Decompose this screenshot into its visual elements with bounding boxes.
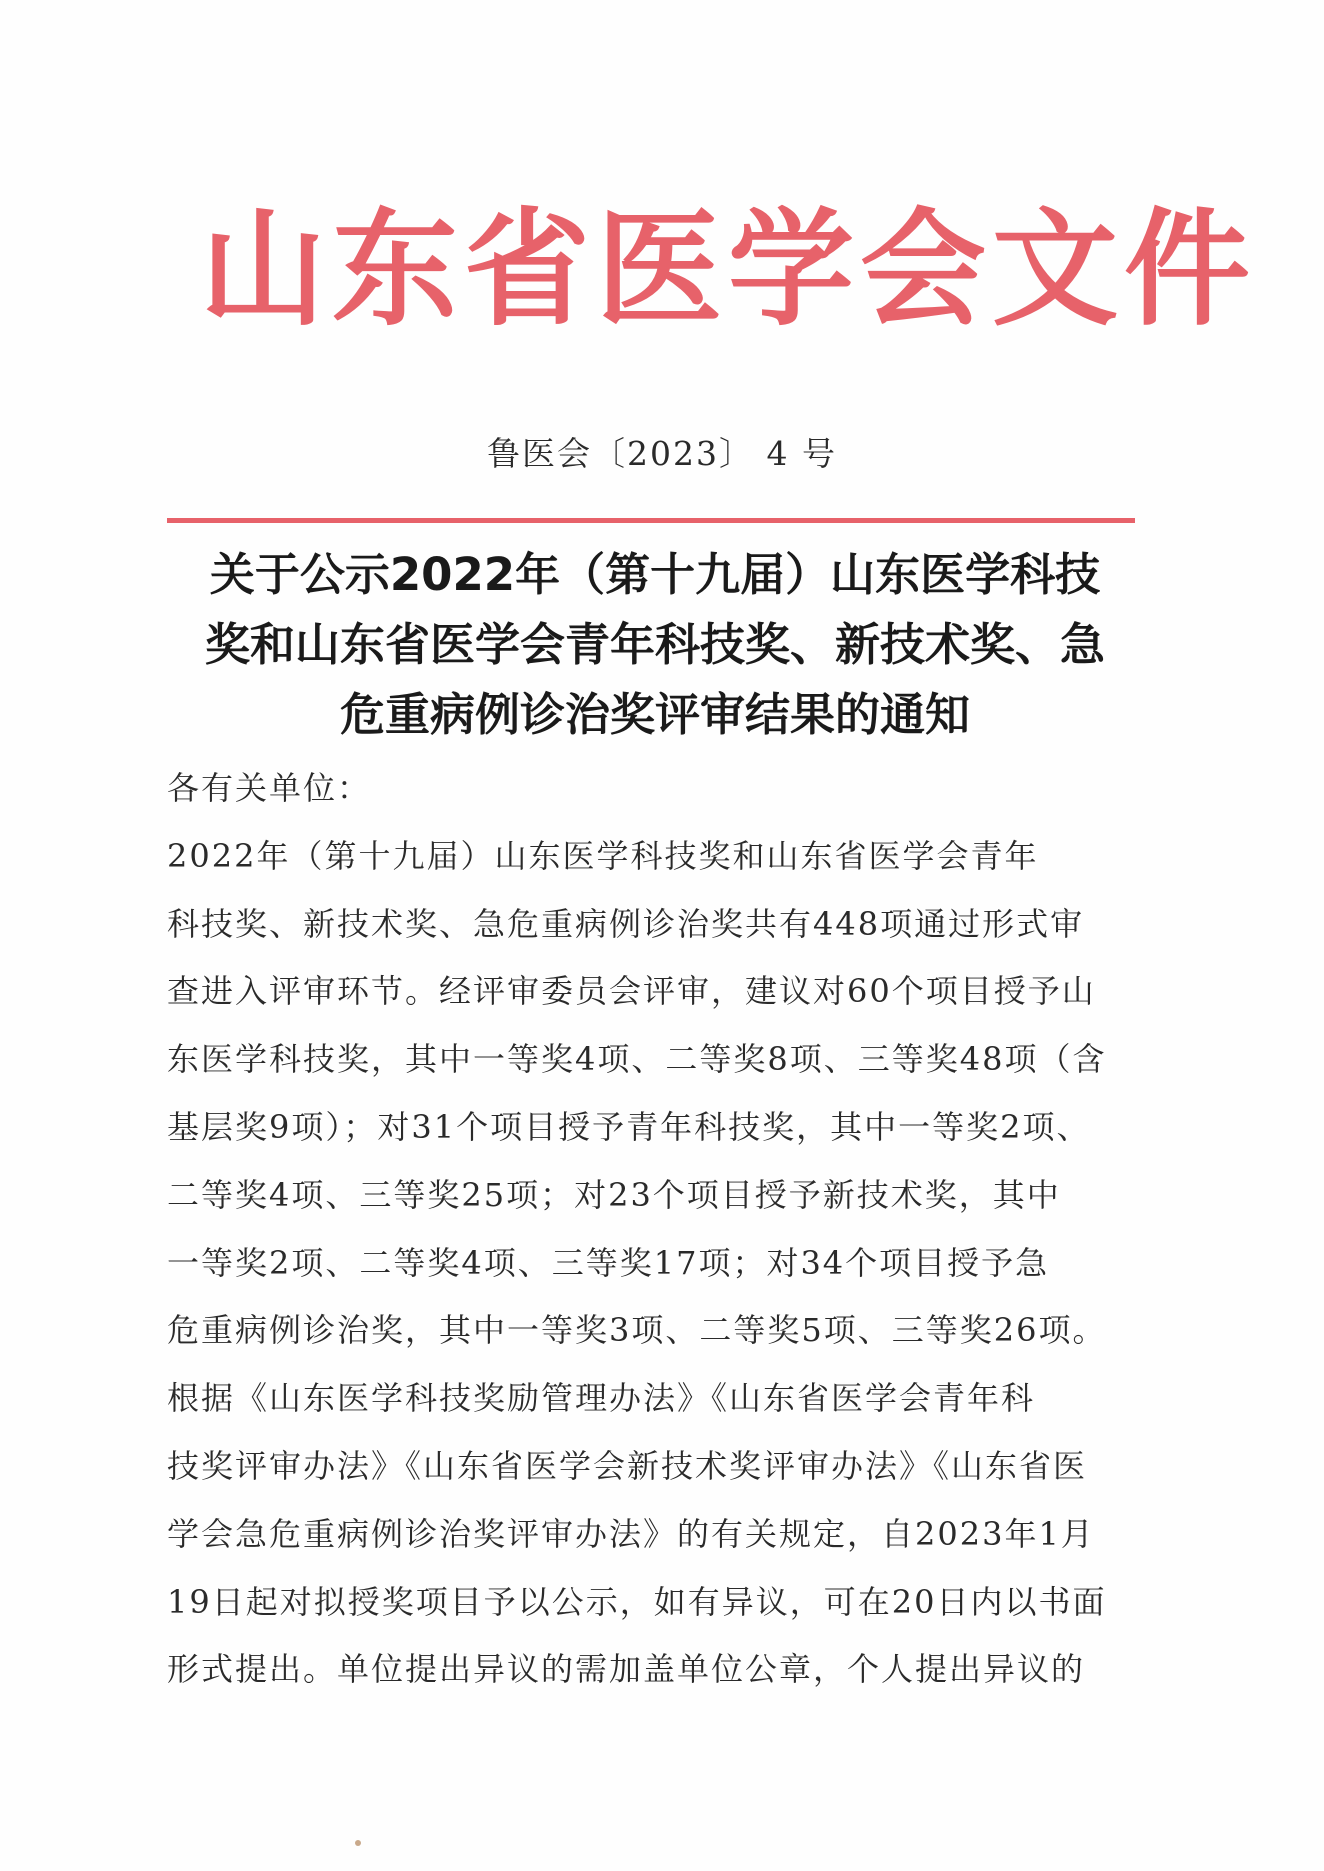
notice-title-line: 奖和山东省医学会青年科技奖、新技术奖、急 [204,618,1105,671]
notice-title-line: 危重病例诊治奖评审结果的通知 [339,688,970,741]
body-line: 科技奖、新技术奖、急危重病例诊治奖共有448项通过形式审 [167,904,1085,943]
body-line: 一等奖2项、二等奖4项、三等奖17项；对34个项目授予急 [167,1243,1050,1282]
body-line: 危重病例诊治奖，其中一等奖3项、二等奖5项、三等奖26项。 [167,1311,1107,1350]
salutation: 各有关单位： [167,769,372,807]
body-line: 二等奖4项、三等奖25项；对23个项目授予新技术奖，其中 [167,1175,1061,1214]
body-line: 2022年（第十九届）山东医学科技奖和山东省医学会青年 [167,836,1039,875]
notice-body [167,755,1142,1704]
body-line: 查进入评审环节。经评审委员会评审，建议对60个项目授予山 [167,972,1096,1011]
masthead-title: 山东省医学会文件 [200,196,1256,343]
scan-speck [355,1840,361,1846]
body-line: 学会急危重病例诊治奖评审办法》的有关规定，自2023年1月 [167,1514,1095,1553]
body-line: 基层奖9项）；对31个项目授予青年科技奖，其中一等奖2项、 [167,1107,1091,1146]
body-line: 根据《山东医学科技奖励管理办法》《山东省医学会青年科 [167,1379,1036,1418]
body-line: 东医学科技奖，其中一等奖4项、二等奖8项、三等奖48项（含 [167,1040,1107,1079]
red-divider-line [167,518,1135,523]
notice-title-line: 关于公示2022年（第十九届）山东医学科技 [209,548,1101,601]
body-line: 19日起对拟授奖项目予以公示，如有异议，可在20日内以书面 [167,1582,1107,1621]
body-line: 技奖评审办法》《山东省医学会新技术奖评审办法》《山东省医 [167,1446,1088,1485]
notice-title [165,540,1145,750]
body-line: 形式提出。单位提出异议的需加盖单位公章，个人提出异议的 [167,1650,1086,1689]
document-number: 鲁医会〔2023〕 4 号 [487,434,837,473]
